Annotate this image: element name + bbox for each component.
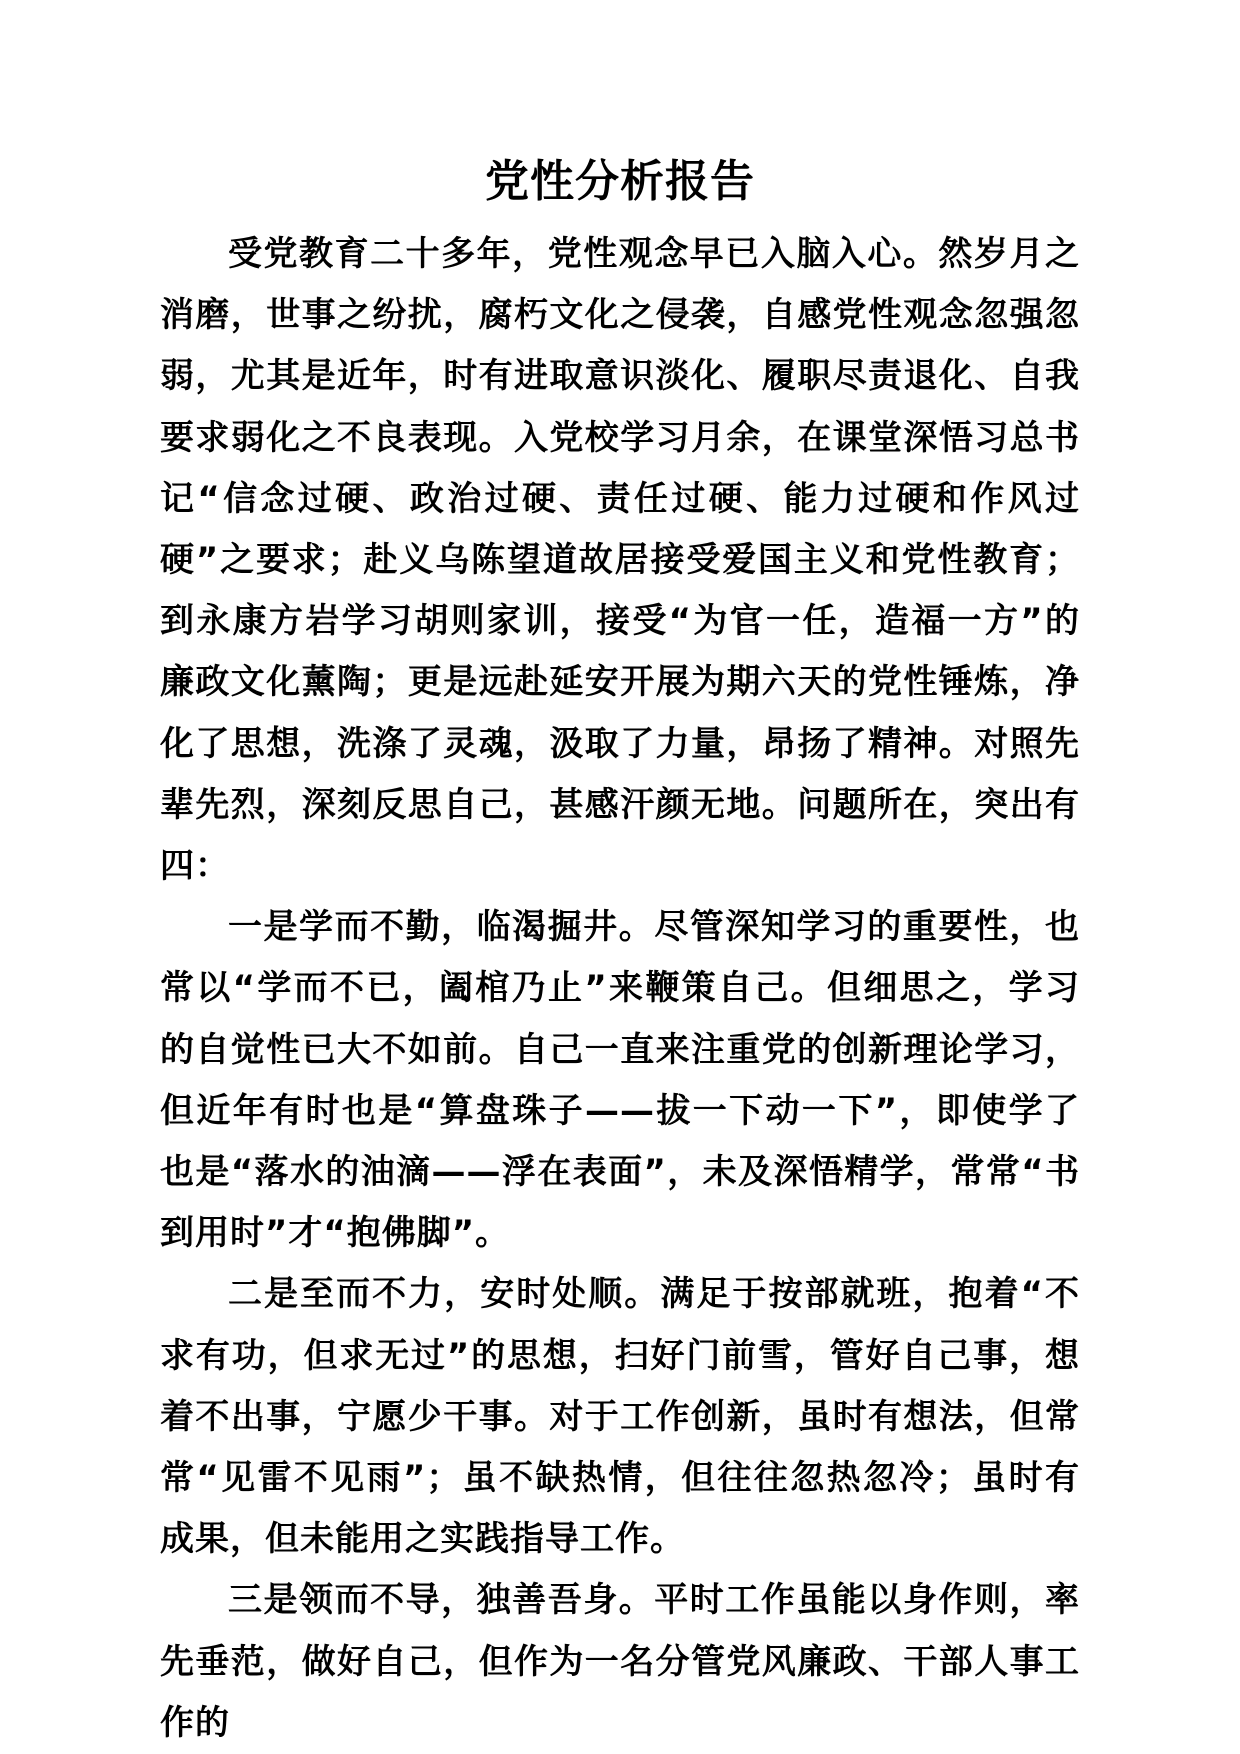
issue-paragraph-2: 二是至而不力，安时处顺。满足于按部就班，抱着“不求有功，但求无过”的思想，扫好门前雪，管好自己事，想着不出事，宁愿少干事。对于工作创新，虽时有想法，但常常“见雷不见雨”；虽不缺热情，但往往忽热忽冷；虽时有成果，但未能用之实践指导工作。 (160, 1274, 1080, 1560)
issue-paragraph-1: 一是学而不勤，临渴掘井。尽管深知学习的重要性，也常以“学而不已，阖棺乃止”来鞭策自己。但细思之，学习的自觉性已大不如前。自己一直来注重党的创新理论学习，但近年有时也是“算盘珠子——拔一下动一下”，即使学了也是“落水的油滴——浮在表面”，未及深悟精学，常常“书到用时”才“抱佛脚”。 (160, 907, 1080, 1254)
document-body (160, 224, 1080, 1754)
intro-paragraph: 受党教育二十多年，党性观念早已入脑入心。然岁月之消磨，世事之纷扰，腐朽文化之侵袭，自感党性观念忽强忽弱，尤其是近年，时有进取意识淡化、履职尽责退化、自我要求弱化之不良表现。入党校学习月余，在课堂深悟习总书记“信念过硬、政治过硬、责任过硬、能力过硬和作风过硬”之要求；赴义乌陈望道故居接受爱国主义和党性教育；到永康方岩学习胡则家训，接受“为官一任，造福一方”的廉政文化薰陶；更是远赴延安开展为期六天的党性锤炼，净化了思想，洗涤了灵魂，汲取了力量，昂扬了精神。对照先辈先烈，深刻反思自己，甚感汗颜无地。问题所在，突出有四： (160, 234, 1080, 887)
issue-paragraph-3: 三是领而不导，独善吾身。平时工作虽能以身作则，率先垂范，做好自己，但作为一名分管党风廉政、干部人事工作的 (160, 1580, 1080, 1743)
document-title: 党性分析报告 (485, 156, 755, 207)
